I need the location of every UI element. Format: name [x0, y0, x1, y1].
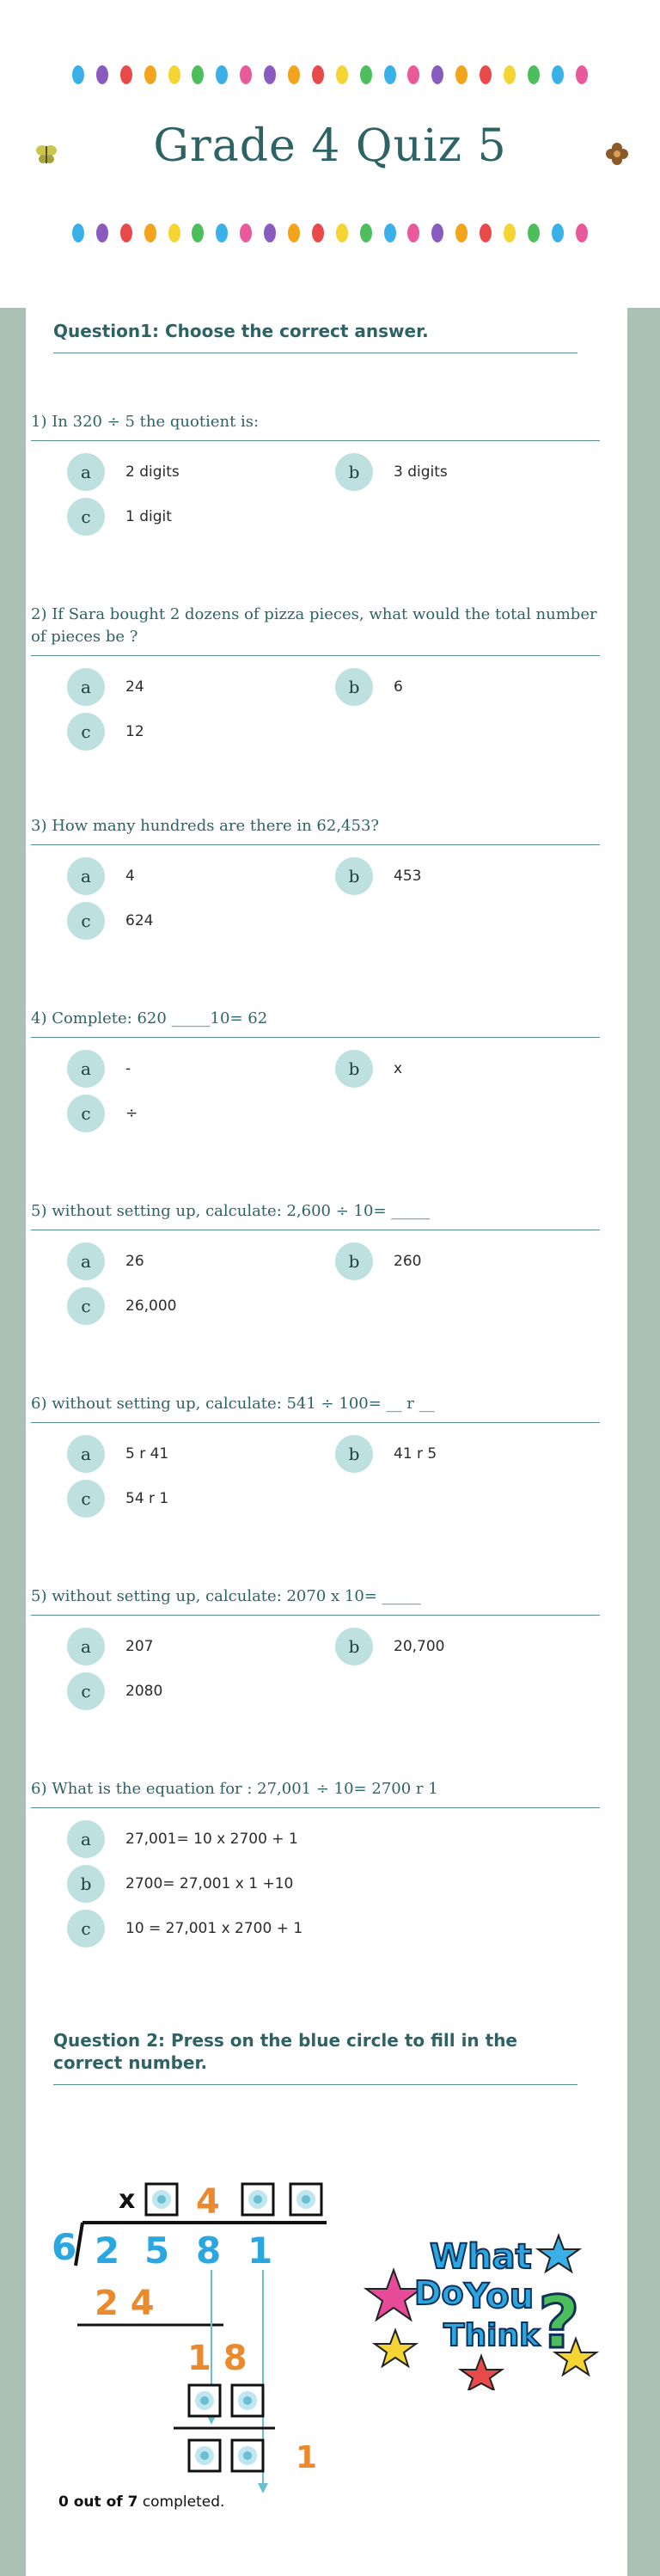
- star-icon: [366, 2270, 421, 2320]
- option-letter-badge[interactable]: c: [67, 1910, 105, 1947]
- option-letter-badge[interactable]: b: [335, 857, 373, 895]
- remainder-step-2: 1 8: [187, 2339, 248, 2378]
- option-label: 1 digit: [125, 508, 172, 525]
- dot: [96, 65, 108, 84]
- progress-suffix: completed.: [142, 2493, 225, 2511]
- blank-circle-r2[interactable]: [232, 2440, 263, 2471]
- section-1-heading: Question1: Choose the correct answer.: [53, 320, 578, 353]
- option-label: 10 = 27,001 x 2700 + 1: [125, 1920, 303, 1937]
- option-c[interactable]: [67, 1910, 302, 1947]
- option-label: 624: [125, 912, 154, 929]
- quiz-title: Grade 4 Quiz 5: [153, 120, 507, 172]
- answer-options: [31, 1242, 600, 1327]
- star-icon: [461, 2356, 502, 2390]
- option-label: x: [394, 1060, 403, 1077]
- option-letter-badge[interactable]: b: [335, 1050, 373, 1088]
- option-letter-badge[interactable]: b: [335, 1628, 373, 1665]
- option-a[interactable]: [67, 1820, 298, 1858]
- option-c[interactable]: [67, 1287, 176, 1325]
- question-4: [31, 1008, 600, 1134]
- option-label: 41 r 5: [394, 1445, 437, 1463]
- option-label: 2700= 27,001 x 1 +10: [125, 1875, 294, 1892]
- option-a[interactable]: [67, 1242, 144, 1280]
- dot: [336, 224, 348, 242]
- option-letter-badge[interactable]: c: [67, 1095, 105, 1132]
- dot: [312, 65, 324, 84]
- dot: [72, 224, 84, 242]
- dot: [552, 224, 564, 242]
- answer-options: [31, 1628, 600, 1712]
- dot: [192, 65, 204, 84]
- option-b[interactable]: [67, 1865, 293, 1903]
- option-letter-badge[interactable]: c: [67, 713, 105, 751]
- question-text: 5) without setting up, calculate: 2,600 ÷ 10= _____: [31, 1200, 600, 1230]
- option-a[interactable]: [67, 1435, 168, 1473]
- option-letter-badge[interactable]: a: [67, 1435, 105, 1473]
- dot: [264, 224, 276, 242]
- dot: [336, 65, 348, 84]
- option-b[interactable]: [335, 1050, 402, 1088]
- question-3: [31, 815, 600, 941]
- dot: [288, 65, 300, 84]
- option-b[interactable]: [335, 1242, 421, 1280]
- what-do-you-think-sticker: [361, 2218, 602, 2390]
- dot: [576, 65, 588, 84]
- star-icon: [375, 2330, 416, 2366]
- option-label: 207: [125, 1638, 154, 1655]
- long-division-figure: [52, 2167, 344, 2493]
- dividend-digit-1: 2: [95, 2229, 120, 2272]
- option-label: 24: [125, 678, 144, 696]
- question-text: 4) Complete: 620 _____10= 62: [31, 1008, 600, 1038]
- answer-options: [31, 857, 600, 941]
- option-a[interactable]: [67, 1050, 131, 1088]
- flower-icon: [605, 142, 629, 166]
- option-label: 26: [125, 1253, 144, 1270]
- dot: [504, 224, 516, 242]
- dot: [384, 65, 396, 84]
- quiz-header: [0, 0, 660, 308]
- option-c[interactable]: [67, 1095, 138, 1132]
- question-text: 2) If Sara bought 2 dozens of pizza pieces, what would the total number of pieces be ?: [31, 604, 600, 656]
- dot: [576, 224, 588, 242]
- option-letter-badge[interactable]: a: [67, 1242, 105, 1280]
- final-digit: 1: [296, 2440, 318, 2475]
- question-text: 5) without setting up, calculate: 2070 x 10= _____: [31, 1585, 600, 1616]
- dot: [168, 224, 180, 242]
- question-6: [31, 1393, 600, 1519]
- dot: [552, 65, 564, 84]
- option-letter-badge[interactable]: c: [67, 902, 105, 940]
- question-text: 6) without setting up, calculate: 541 ÷ 100= __ r __: [31, 1393, 600, 1423]
- dot: [480, 65, 492, 84]
- option-b[interactable]: [335, 1435, 437, 1473]
- blank-circle-s1[interactable]: [189, 2385, 220, 2416]
- dot: [431, 224, 443, 242]
- subtract-step-1: 2 4: [95, 2284, 155, 2323]
- arrow-head-2: [258, 2483, 268, 2493]
- dot: [528, 65, 540, 84]
- option-a[interactable]: [67, 668, 144, 706]
- blank-circle-q3[interactable]: [242, 2184, 273, 2215]
- answer-options: [31, 668, 600, 752]
- blank-circle-r1[interactable]: [189, 2440, 220, 2471]
- option-c[interactable]: [67, 902, 153, 940]
- option-label: 54 r 1: [125, 1490, 169, 1507]
- blank-circle-s2[interactable]: [232, 2385, 263, 2416]
- option-a[interactable]: [67, 453, 180, 491]
- option-b[interactable]: [335, 668, 403, 706]
- answer-options: [31, 1435, 600, 1519]
- option-letter-badge[interactable]: b: [335, 453, 373, 491]
- star-icon: [538, 2236, 579, 2272]
- dot: [144, 65, 156, 84]
- dot: [168, 65, 180, 84]
- option-letter-badge[interactable]: b: [335, 1242, 373, 1280]
- dot: [528, 224, 540, 242]
- sticker-line-3: You: [464, 2277, 535, 2316]
- sticker-question-mark: ?: [538, 2280, 580, 2364]
- option-label: 12: [125, 723, 144, 740]
- dot-border-bottom: [72, 224, 588, 242]
- dot-border-top: [72, 65, 588, 84]
- sticker-line-4: Think: [443, 2318, 541, 2353]
- question-7: [31, 1585, 600, 1712]
- sticker-line-2: Do: [414, 2274, 464, 2312]
- divisor: 6: [52, 2226, 77, 2268]
- option-label: 4: [125, 868, 135, 885]
- dot: [407, 65, 419, 84]
- progress-text: [58, 2493, 224, 2511]
- option-letter-badge[interactable]: a: [67, 857, 105, 895]
- progress-count: 0 out of 7: [58, 2493, 138, 2511]
- sticker-line-1: What: [430, 2237, 532, 2277]
- dot: [288, 224, 300, 242]
- option-label: -: [125, 1060, 131, 1077]
- question-text: 3) How many hundreds are there in 62,453?: [31, 815, 600, 845]
- dot: [240, 224, 252, 242]
- dot: [192, 224, 204, 242]
- dot: [120, 65, 132, 84]
- quotient-digit-known: 4: [196, 2182, 220, 2222]
- option-letter-badge[interactable]: b: [335, 668, 373, 706]
- option-letter-badge[interactable]: b: [67, 1865, 105, 1903]
- option-letter-badge[interactable]: c: [67, 498, 105, 536]
- times-sign: x: [119, 2185, 136, 2215]
- dividend-digit-2: 5: [144, 2229, 170, 2272]
- dot: [96, 224, 108, 242]
- dot: [431, 65, 443, 84]
- question-text: 6) What is the equation for : 27,001 ÷ 10= 2700 r 1: [31, 1778, 600, 1808]
- blank-circle-q1[interactable]: [146, 2184, 177, 2215]
- option-b[interactable]: [335, 453, 448, 491]
- dot: [407, 224, 419, 242]
- dot: [360, 224, 372, 242]
- dot: [504, 65, 516, 84]
- option-letter-badge[interactable]: a: [67, 668, 105, 706]
- blank-circle-q4[interactable]: [290, 2184, 321, 2215]
- option-letter-badge[interactable]: a: [67, 453, 105, 491]
- dot: [480, 224, 492, 242]
- dot: [384, 224, 396, 242]
- option-b[interactable]: [335, 857, 421, 895]
- question-2: [31, 604, 600, 752]
- option-c[interactable]: [67, 713, 144, 751]
- question-5: [31, 1200, 600, 1327]
- option-b[interactable]: [335, 1628, 444, 1665]
- option-label: 5 r 41: [125, 1445, 169, 1463]
- dot: [72, 65, 84, 84]
- option-c[interactable]: [67, 1672, 162, 1710]
- question-8: [31, 1778, 600, 1953]
- dot: [144, 224, 156, 242]
- option-label: ÷: [125, 1105, 138, 1122]
- dot: [264, 65, 276, 84]
- option-letter-badge[interactable]: c: [67, 1480, 105, 1518]
- answer-options: [31, 453, 600, 537]
- dividend-digit-3: 8: [196, 2229, 222, 2272]
- dot: [216, 224, 228, 242]
- option-label: 6: [394, 678, 403, 696]
- option-label: 26,000: [125, 1297, 177, 1315]
- option-c[interactable]: [67, 1480, 168, 1518]
- option-c[interactable]: [67, 498, 172, 536]
- dot: [360, 65, 372, 84]
- option-label: 20,700: [394, 1638, 445, 1655]
- option-label: 260: [394, 1253, 422, 1270]
- option-label: 2 digits: [125, 463, 180, 481]
- question-text: 1) In 320 ÷ 5 the quotient is:: [31, 411, 600, 441]
- option-letter-badge[interactable]: c: [67, 1287, 105, 1325]
- dot: [120, 224, 132, 242]
- option-label: 27,001= 10 x 2700 + 1: [125, 1831, 298, 1848]
- option-letter-badge[interactable]: a: [67, 1050, 105, 1088]
- answer-options: [31, 1050, 600, 1134]
- dot: [455, 224, 468, 242]
- option-letter-badge[interactable]: a: [67, 1628, 105, 1665]
- option-letter-badge[interactable]: b: [335, 1435, 373, 1473]
- dividend-digit-4: 1: [248, 2229, 273, 2272]
- option-label: 453: [394, 868, 422, 885]
- option-letter-badge[interactable]: c: [67, 1672, 105, 1710]
- dot: [455, 65, 468, 84]
- option-letter-badge[interactable]: a: [67, 1820, 105, 1858]
- question-1: [31, 411, 600, 537]
- option-a[interactable]: [67, 857, 135, 895]
- option-a[interactable]: [67, 1628, 153, 1665]
- option-label: 2080: [125, 1683, 163, 1700]
- answer-options: [31, 1820, 600, 1953]
- dot: [240, 65, 252, 84]
- dot: [312, 224, 324, 242]
- section-2-heading: Question 2: Press on the blue circle to fill in the correct number.: [53, 2029, 578, 2085]
- option-label: 3 digits: [394, 463, 448, 481]
- dot: [216, 65, 228, 84]
